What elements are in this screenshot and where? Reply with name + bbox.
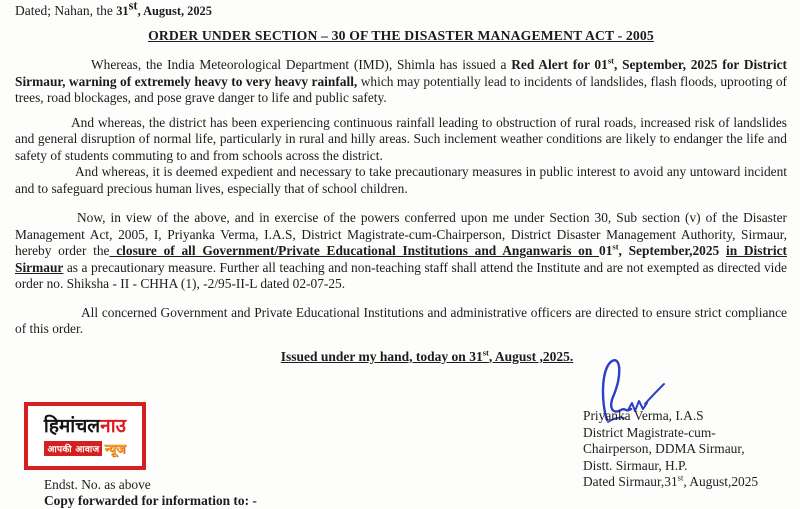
signatory-designation-2: Chairperson, DDMA Sirmaur, <box>583 441 745 456</box>
paragraph-continuous-rainfall: And whereas, the district has been experiencing continuous rainfall leading to obstruction of rural roads, increased risk of landslides and general disruption of normal life, particularly in rural and hilly areas. Such inclement weather conditions are likely to endanger the life and safety of students commuting to and from schools across the district. <box>15 114 787 163</box>
district-underlined-bold: in District Sirmaur <box>15 243 787 275</box>
signatory-date-line <box>583 474 758 491</box>
closure-underlined-bold: closure of all Government/Private Educational Institutions and Anganwaris on <box>109 243 600 258</box>
closure-date-bold: 01 <box>599 243 613 258</box>
dated-ordinal: st <box>128 0 138 13</box>
page-title: ORDER UNDER SECTION – 30 OF THE DISASTER MANAGEMENT ACT - 2005 <box>148 28 654 43</box>
imd-tail: which may potentially lead to incidents of landslides, flash floods, uprooting of trees, road blockages, and pose grave danger to life and public safety. <box>15 73 787 105</box>
copy-forwarded-line: Copy forwarded for information to: - <box>44 493 257 508</box>
logo-wordmark <box>44 415 126 437</box>
logo-text-himachal: हिमांचल <box>43 415 101 437</box>
himachal-now-news-logo <box>24 402 146 470</box>
imd-red-alert-bold-2: , September, 2025 for District Sirmaur, warning of extremely heavy to very heavy rainfall, <box>15 57 787 89</box>
dated-rest: , August, 2025 <box>137 4 212 18</box>
order-tail: as a precautionary measure. Further all teaching and non-teaching staff shall attend the Institute and are not exempted as directed vide order no. Shiksha - II - CHHA (1), -2/95-II-L dated 02-07-25. <box>15 259 787 291</box>
paragraph-compliance: All concerned Government and Private Educational Institutions and administrative officers are directed to ensure strict compliance of this order. <box>15 304 787 336</box>
signatory-designation-1: District Magistrate-cum- <box>583 424 716 440</box>
paragraph-imd-alert <box>15 57 787 107</box>
imd-ordinal: st <box>607 55 614 66</box>
closure-date-bold-2: , September,2025 <box>618 243 726 258</box>
signatory-date-b: , August,2025 <box>683 474 759 489</box>
logo-tagline-left: आपकी आवाज <box>44 441 102 456</box>
closure-date-ordinal: st <box>612 241 619 252</box>
signatory-date-ordinal: st <box>677 472 684 483</box>
issued-text-2: , August ,2025. <box>488 348 574 364</box>
paragraph-closure-order <box>15 210 787 293</box>
imd-lead: Whereas, the India Meteorological Department (IMD), Shimla has issued a <box>91 57 512 72</box>
dated-prefix: Dated; Nahan, the <box>15 3 117 18</box>
signature-block <box>583 408 758 491</box>
signatory-district: Distt. Sirmaur, H.P. <box>583 457 688 473</box>
paragraph-precautionary: And whereas, it is deemed expedient and necessary to take precautionary measures in public interest to avoid any untoward incident and to safeguard precious human lives, especially that of school children. <box>15 164 787 196</box>
logo-text-now: नाउ <box>100 415 127 437</box>
order-lead: Now, in view of the above, and in exercise of the powers conferred upon me under Section 30, Sub section (v) of the Disaster Management Act, 2005, I, Priyanka Verma, I.A.S, District Magistrate-cum-Chairperson, District Disaster Management Authority, Sirmaur, hereby order the <box>15 210 787 258</box>
dated-line <box>15 0 787 19</box>
issued-text: Issued under my hand, today on 31 <box>280 348 483 364</box>
logo-tagline-news: न्यूज <box>104 442 126 457</box>
issued-ordinal: st <box>482 347 489 357</box>
dated-day: 31 <box>116 4 129 18</box>
signatory-date-a: Dated Sirmaur,31 <box>583 474 678 489</box>
endorsement-number-line: Endst. No. as above <box>44 477 151 492</box>
signatory-name: Priyanka Verma, I.A.S <box>583 408 704 423</box>
imd-red-alert-bold: Red Alert for 01 <box>511 57 608 72</box>
logo-tagline <box>44 439 125 457</box>
